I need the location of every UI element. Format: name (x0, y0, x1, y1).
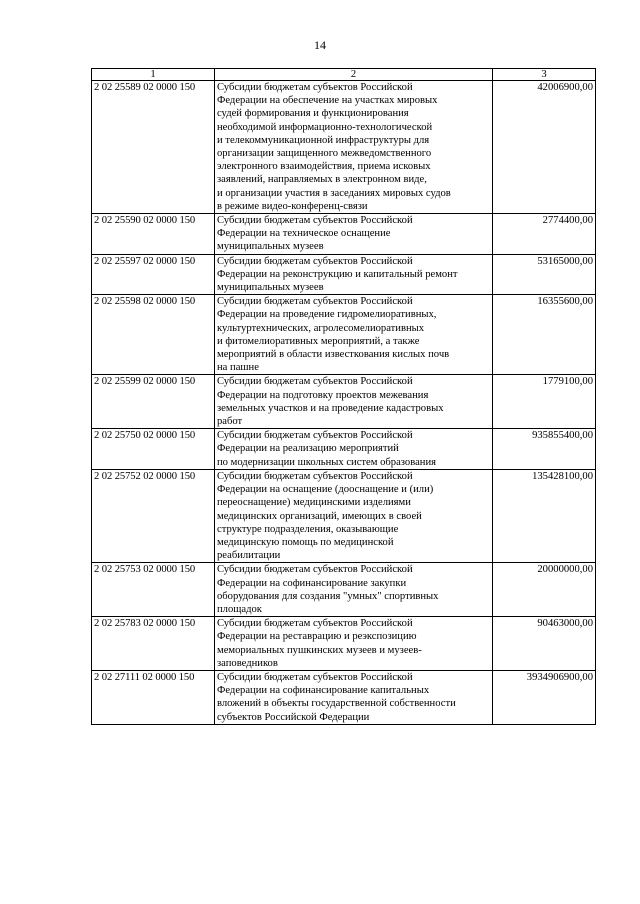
budget-code: 2 02 25589 02 0000 150 (92, 81, 215, 214)
table-row (92, 254, 596, 295)
table-row (92, 375, 596, 429)
table-row (92, 617, 596, 671)
budget-code: 2 02 25599 02 0000 150 (92, 375, 215, 429)
budget-code: 2 02 25598 02 0000 150 (92, 295, 215, 375)
row-amount: 16355600,00 (493, 295, 596, 375)
row-amount: 2774400,00 (493, 214, 596, 255)
row-amount: 90463000,00 (493, 617, 596, 671)
budget-code: 2 02 25783 02 0000 150 (92, 617, 215, 671)
budget-code: 2 02 25590 02 0000 150 (92, 214, 215, 255)
column-header-2: 2 (215, 69, 493, 81)
row-description: Субсидии бюджетам субъектов Российской Федерации на оснащение (дооснащение и (или) переоснащение) медицинскими изделиями медицинских организаций, имеющих в своей структуре подразделения, оказывающие медицинскую помощь по медицинской реабилитации (215, 469, 493, 562)
row-description: Субсидии бюджетам субъектов Российской Федерации на софинансирование закупки оборудования для создания "умных" спортивных площадок (215, 563, 493, 617)
row-amount: 53165000,00 (493, 254, 596, 295)
row-description: Субсидии бюджетам субъектов Российской Федерации на техническое оснащение муниципальных музеев (215, 214, 493, 255)
row-description: Субсидии бюджетам субъектов Российской Федерации на реконструкцию и капитальный ремонт муниципальных музеев (215, 254, 493, 295)
table-row (92, 214, 596, 255)
budget-code: 2 02 25753 02 0000 150 (92, 563, 215, 617)
budget-table (91, 68, 596, 725)
row-amount: 935855400,00 (493, 429, 596, 470)
row-description: Субсидии бюджетам субъектов Российской Федерации на реставрацию и реэкспозицию мемориальных пушкинских музеев и музеев- заповедников (215, 617, 493, 671)
row-amount: 135428100,00 (493, 469, 596, 562)
table-row (92, 81, 596, 214)
row-description: Субсидии бюджетам субъектов Российской Федерации на обеспечение на участках мировых судей формирования и функционирования необходимой информационно-технологической и телекоммуникационной инфраструктуры для организации защищенного межведомственного электронного взаимодействия, приема исковых заявлений, направляемых в электронном виде, и организации участия в заседаниях мировых судов в режиме видео-конференц-связи (215, 81, 493, 214)
page-number: 14 (314, 38, 326, 52)
budget-code: 2 02 25752 02 0000 150 (92, 469, 215, 562)
row-description: Субсидии бюджетам субъектов Российской Федерации на проведение гидромелиоративных, культуртехнических, агролесомелиоративных и фитомелиоративных мероприятий, а также мероприятий в области известкования кислых почв на пашне (215, 295, 493, 375)
table-row (92, 429, 596, 470)
column-header-3: 3 (493, 69, 596, 81)
budget-code: 2 02 25750 02 0000 150 (92, 429, 215, 470)
column-header-1: 1 (92, 69, 215, 81)
row-amount: 3934906900,00 (493, 670, 596, 724)
row-description: Субсидии бюджетам субъектов Российской Федерации на подготовку проектов межевания земельных участков и на проведение кадастровых работ (215, 375, 493, 429)
row-amount: 20000000,00 (493, 563, 596, 617)
row-description: Субсидии бюджетам субъектов Российской Федерации на реализацию мероприятий по модернизации школьных систем образования (215, 429, 493, 470)
table-row (92, 295, 596, 375)
row-amount: 42006900,00 (493, 81, 596, 214)
table-row (92, 469, 596, 562)
row-amount: 1779100,00 (493, 375, 596, 429)
budget-code: 2 02 25597 02 0000 150 (92, 254, 215, 295)
table-row (92, 670, 596, 724)
table-header-row (92, 69, 596, 81)
table-row (92, 563, 596, 617)
row-description: Субсидии бюджетам субъектов Российской Федерации на софинансирование капитальных вложений в объекты государственной собственности субъектов Российской Федерации (215, 670, 493, 724)
budget-code: 2 02 27111 02 0000 150 (92, 670, 215, 724)
